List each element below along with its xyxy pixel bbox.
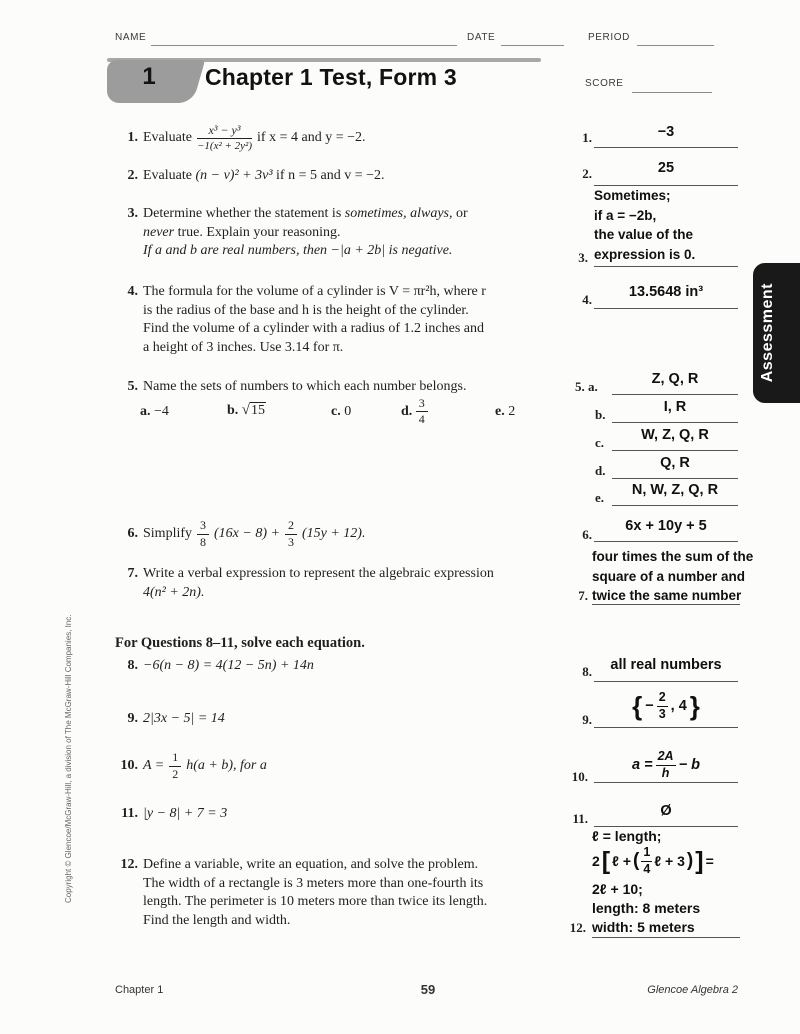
answer-value: Z, Q, R (651, 371, 699, 387)
answer-label: 3. (578, 250, 588, 265)
answer-value: N, W, Z, Q, R (631, 482, 719, 498)
question-equation: A = (143, 757, 165, 773)
answer-label: b. (595, 407, 606, 422)
question-number: 6. (127, 525, 138, 541)
answer-label: c. (595, 435, 605, 450)
name-blank-line (151, 45, 457, 46)
question-text: Evaluate (143, 168, 196, 183)
answer-line (592, 937, 740, 938)
fraction: $\frac{2}{3}$ (658, 690, 666, 721)
answer-line (594, 147, 738, 148)
assessment-tab-label: Assessment (759, 283, 776, 383)
question-3 (112, 205, 568, 261)
option-b: b. √15 (227, 402, 266, 418)
answer-label: 1. (582, 130, 592, 145)
answer-label: 7. (578, 588, 588, 603)
answer-text: width: 5 meters (592, 919, 695, 935)
option-a: a. −4 (140, 404, 169, 419)
answer-value: W, Z, Q, R (641, 427, 709, 443)
question-text-line: is the radius of the base and h is the height of the cylinder. (143, 302, 469, 318)
answer-value: 13.5648 in³ (628, 284, 704, 300)
question-number: 5. (127, 379, 138, 394)
footer-page-number: 59 (420, 982, 436, 997)
answer-text: length: 8 meters (592, 900, 701, 916)
answer-label: 6. (582, 527, 592, 542)
copyright-text: Copyright © Glencoe/McGraw-Hill, a division of The McGraw-Hill Companies, Inc. (64, 614, 73, 903)
question-text-line: a height of 3 inches. Use 3.14 for π. (143, 339, 344, 355)
question-statement: If a and b are real numbers, then −|a + 2b| is negative. (143, 243, 453, 258)
question-number: 4. (127, 284, 138, 299)
question-text-line: The width of a rectangle is 3 meters more than one-fourth its (143, 875, 484, 891)
name-label: NAME (115, 32, 147, 43)
answer-value: −3 (657, 124, 675, 140)
question-text: if n = 5 and v = −2. (276, 168, 385, 183)
question-9 (112, 710, 568, 729)
score-label: SCORE (585, 78, 624, 89)
question-number: 3. (127, 206, 138, 221)
question-text-line: Determine whether the statement is sometimes, always, or (143, 206, 468, 221)
question-number: 9. (127, 711, 138, 726)
answer-value: 6x + 10y + 5 (625, 518, 707, 534)
answer-label: 5. a. (575, 379, 598, 394)
question-text-line: never true. Explain your reasoning. (143, 224, 341, 240)
question-text: Simplify (143, 525, 193, 541)
answer-text: ℓ = length; (592, 828, 662, 844)
question-equation: 2|3x − 5| = 14 (143, 711, 225, 726)
fraction: $\frac{3}{4}$ (416, 397, 428, 426)
option-d: d. $\frac{3}{4}$ (401, 397, 428, 426)
section-header: For Questions 8–11, solve each equation. (115, 635, 365, 651)
question-10 (112, 748, 568, 784)
answer-value: all real numbers (610, 657, 722, 673)
question-number: 7. (127, 566, 138, 581)
question-text-line: Define a variable, write an equation, and solve the problem. (143, 857, 479, 872)
question-equation: (n − v)² + 3v³ (195, 168, 277, 183)
answer-line (594, 266, 738, 267)
question-2 (112, 167, 568, 186)
answer-value: a = $\frac{2A}{h}$ − b (632, 749, 700, 780)
answer-line (612, 394, 738, 395)
answer-line (594, 541, 738, 542)
fraction: 1 4 (643, 845, 651, 876)
answer-text: four times the sum of the square of a number and twice the same number (592, 549, 754, 603)
question-number: 1. (127, 129, 138, 145)
answer-label: 8. (582, 664, 592, 679)
question-number: 11. (121, 806, 138, 821)
question-7 (112, 565, 568, 602)
answer-line (592, 604, 740, 605)
question-number: 8. (127, 658, 138, 673)
question-text-line: Find the length and width. (143, 912, 291, 928)
question-text-line: The formula for the volume of a cylinder is V = πr²h, where r (143, 284, 486, 299)
answer-text: Sometimes; if a = −2b, the value of the expression is 0. (594, 188, 696, 262)
answer-line (594, 681, 738, 682)
answer-label: 11. (572, 811, 588, 826)
answer-line (612, 478, 738, 479)
answer-line (612, 505, 738, 506)
fraction: $\frac{\text{x³ − y³}}{\text{−1(x² + 2y²)}}$ (196, 122, 253, 153)
fraction: $\frac{2A}{h}$ (657, 749, 674, 780)
period-label: PERIOD (588, 32, 630, 43)
answer-label: 2. (582, 166, 592, 181)
footer-chapter: Chapter 1 (115, 984, 164, 996)
answer-label: 10. (571, 769, 588, 784)
question-equation: (16x − 8) + (214, 525, 280, 541)
fraction: $\frac{2}{3}$ (285, 519, 297, 548)
fraction: $\frac{3}{8}$ (197, 519, 209, 548)
answer-label: 12. (569, 920, 586, 935)
answer-value: { − $\frac{2}{3}$ , 4 } (632, 690, 700, 721)
question-11 (112, 805, 568, 824)
answer-value: Ø (660, 803, 672, 819)
sqrt-expression: √ (241, 402, 251, 418)
question-text-line: Write a verbal expression to represent the algebraic expression (143, 566, 494, 581)
question-8 (112, 657, 568, 676)
question-equation: (15y + 12). (301, 525, 366, 541)
question-number: 2. (127, 168, 138, 183)
page-title: Chapter 1 Test, Form 3 (205, 64, 457, 90)
question-equation: 4(n² + 2n). (143, 584, 205, 600)
answer-label: 4. (582, 292, 592, 307)
question-text: Evaluate (143, 129, 192, 145)
question-12 (112, 856, 568, 930)
answer-value: Q, R (660, 455, 690, 471)
score-blank-line (632, 92, 712, 93)
question-1 (112, 118, 568, 158)
answer-label: e. (595, 490, 605, 505)
answer-equation: 2 [ ℓ + ( 1 4 ℓ + 3 ) ] = (592, 845, 714, 876)
question-text-line: Name the sets of numbers to which each number belongs. (143, 379, 467, 394)
footer-book-title: Glencoe Algebra 2 (647, 984, 738, 996)
answer-line (612, 450, 738, 451)
answer-value: 25 (657, 160, 675, 176)
question-number: 12. (120, 857, 138, 872)
answer-line (594, 782, 738, 783)
fraction: $\frac{1}{2}$ (169, 751, 181, 780)
answer-line (594, 727, 738, 728)
question-text: if x = 4 and y = −2. (257, 129, 366, 145)
answer-value: I, R (663, 399, 687, 415)
date-label: DATE (467, 32, 496, 43)
period-blank-line (637, 45, 714, 46)
question-equation: |y − 8| + 7 = 3 (143, 806, 228, 821)
question-5 (112, 378, 568, 397)
date-blank-line (501, 45, 564, 46)
answer-label: d. (595, 463, 606, 478)
answer-line (594, 308, 738, 309)
question-equation: −6(n − 8) = 4(12 − 5n) + 14n (143, 658, 314, 673)
chapter-tab-number: 1 (142, 63, 156, 90)
question-6 (112, 515, 568, 553)
answer-text: 2ℓ + 10; (592, 881, 643, 897)
option-c: c. 0 (331, 404, 352, 419)
question-text-line: Find the volume of a cylinder with a radius of 1.2 inches and (143, 321, 484, 336)
question-text-line: length. The perimeter is 10 meters more than twice its length. (143, 894, 488, 909)
question-4 (112, 283, 568, 357)
assessment-tab (753, 263, 800, 403)
answer-label: 9. (582, 712, 592, 727)
option-e: e. 2 (495, 404, 516, 419)
question-number: 10. (120, 757, 138, 773)
answer-line (612, 422, 738, 423)
question-equation: h(a + b), for a (186, 757, 267, 773)
